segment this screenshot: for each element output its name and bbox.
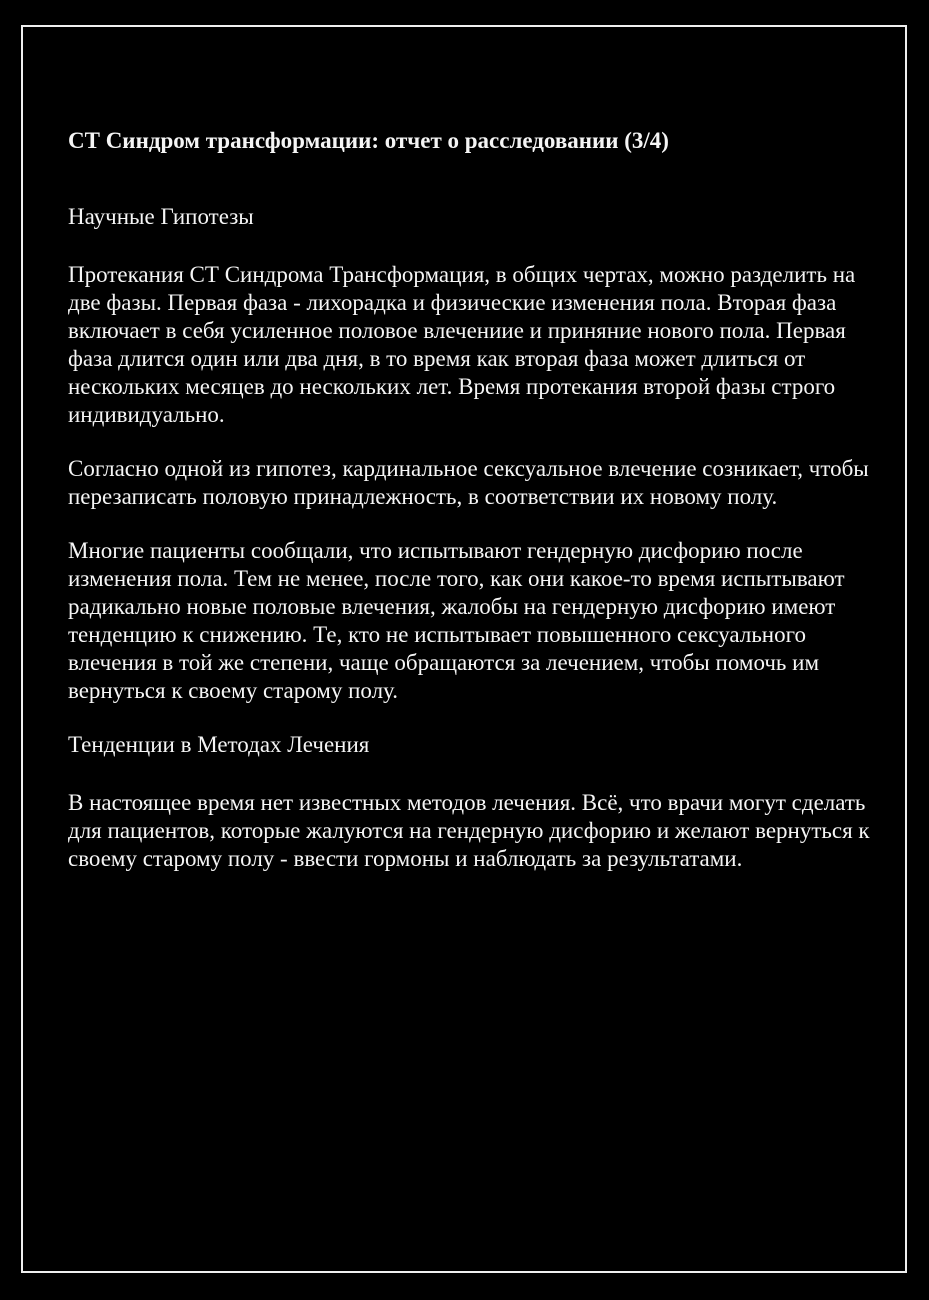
paragraph: Протекания СТ Синдрома Трансформация, в общих чертах, можно разделить на две фазы. Первая фаза - лихорадка и физические изменения пола. Вторая фаза включает в себя усиленное половое влечениие и приняние нового пола. Первая фаза длится один или два дня, в то время как вторая фаза может длиться от нескольких месяцев до нескольких лет. Время протекания второй фазы строго индивидуально. — [68, 262, 856, 427]
report-content — [23, 27, 905, 873]
section-scientific-hypotheses — [68, 203, 873, 705]
paragraph: В настоящее время нет известных методов лечения. Всё, что врачи могут сделать для пациентов, которые жалуются на гендерную дисфорию и желают вернуться к своему старому полу - ввести гормоны и наблюдать за результатами. — [68, 790, 870, 871]
report-title: СТ Синдром трансформации: отчет о расследовании (3/4) — [68, 128, 669, 153]
section-heading: Тенденции в Методах Лечения — [68, 732, 370, 757]
paragraph: Многие пациенты сообщали, что испытывают гендерную дисфорию после изменения пола. Тем не менее, после того, как они какое-то время испытывают радикально новые половые влечения, жалобы на гендерную дисфорию имеют тенденцию к снижению. Те, кто не испытывает повышенного сексуального влечения в той же степени, чаще обращаются за лечением, чтобы помочь им вернуться к своему старому полу. — [68, 538, 845, 703]
report-page-frame — [21, 25, 907, 1273]
section-heading: Научные Гипотезы — [68, 204, 254, 229]
section-treatment-trends — [68, 731, 873, 873]
paragraph: Согласно одной из гипотез, кардинальное сексуальное влечение созникает, чтобы перезаписать половую принадлежность, в соответствии их новому полу. — [68, 456, 869, 509]
